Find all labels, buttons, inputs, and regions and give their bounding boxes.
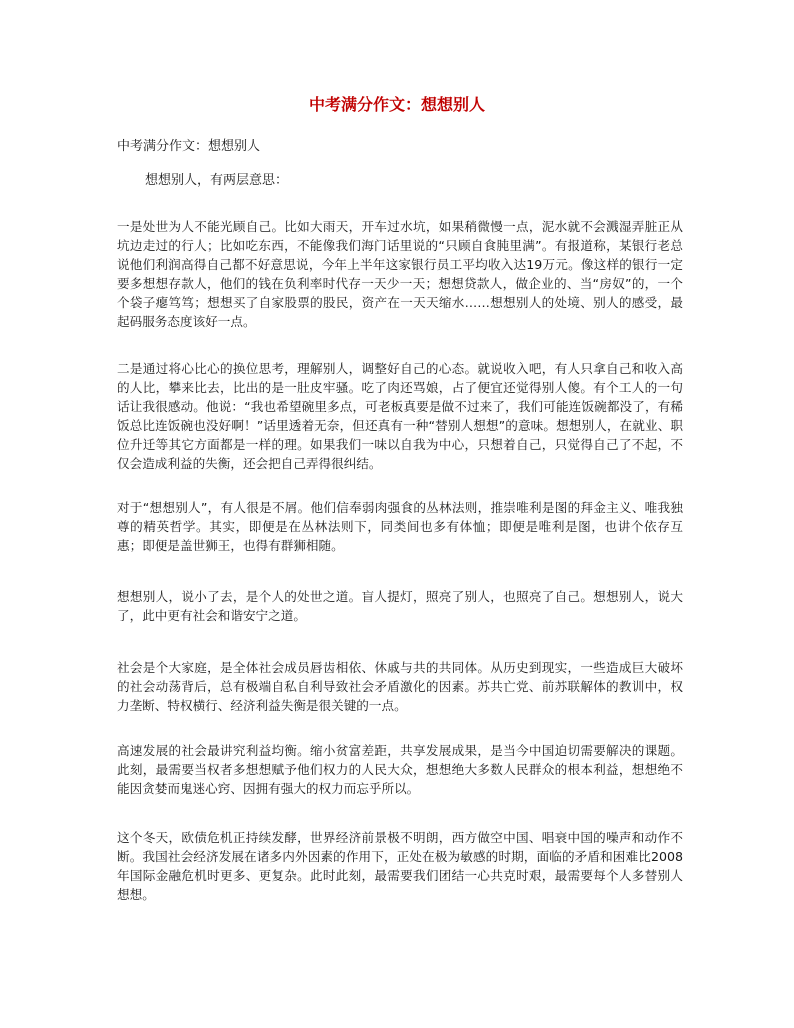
body-paragraph-5: 社会是个大家庭，是全体社会成员唇齿相依、休戚与共的共同体。从历史到现实，一些造成巨大破坏的社会动荡背后，总有极端自私自利导致社会矛盾激化的因素。苏共亡党、前苏联解体的教训中，权力垄断、特权横行、经济利益失衡是很关键的一点。 xyxy=(117,660,683,713)
body-paragraph-1: 一是处世为人不能光顾自己。比如大雨天，开车过水坑，如果稍微慢一点，泥水就不会溅湿弄脏正从坑边走过的行人；比如吃东西，不能像我们海门话里说的“只顾自食肫里满”。有报道称，某银行老总说他们利润高得自己都不好意思说，今年上半年这家银行员工平均收入达19万元。像这样的银行一定要多想想存款人，他们的钱在负利率时代存一天少一天；想想贷款人，做企业的、当“房奴”的，一个个袋子瘪笃笃；想想买了自家股票的股民，资产在一天天缩水……想想别人的处境、别人的感受，最起码服务态度该好一点。 xyxy=(117,219,683,329)
intro-paragraph: 想想别人，有两层意思： xyxy=(145,173,289,188)
page-title: 中考满分作文：想想别人 xyxy=(308,95,485,114)
body-paragraph-7: 这个冬天，欧债危机正持续发酵，世界经济前景极不明朗，西方做空中国、唱衰中国的噪声和动作不断。我国社会经济发展在诸多内外因素的作用下，正处在极为敏感的时期，面临的矛盾和困难比2008年国际金融危机时更多、更复杂。此时此刻，最需要我们团结一心共克时艰，最需要每个人多替别人想想。 xyxy=(117,830,683,902)
body-paragraph-4: 想想别人，说小了去，是个人的处世之道。盲人提灯，照亮了别人，也照亮了自己。想想别人，说大了，此中更有社会和谐安宁之道。 xyxy=(117,589,683,623)
document-subtitle: 中考满分作文：想想别人 xyxy=(117,139,261,154)
body-paragraph-2: 二是通过将心比心的换位思考，理解别人，调整好自己的心态。就说收入吧，有人只拿自己和收入高的人比，攀来比去，比出的是一肚皮牢骚。吃了肉还骂娘，占了便宜还觉得别人傻。有个工人的一句话让我很感动。他说：“我也希望碗里多点，可老板真要是做不过来了，我们可能连饭碗都没了，有稀饭总比连饭碗也没好啊！”话里透着无奈，但还真有一种“替别人想想”的意味。想想别人，在就业、职位升迁等其它方面都是一样的理。如果我们一味以自我为中心，只想着自己，只觉得自己了不起，不仅会造成利益的失衡，还会把自己弄得很纠结。 xyxy=(117,361,683,471)
body-paragraph-3: 对于“想想别人”，有人很是不屑。他们信奉弱肉强食的丛林法则，推崇唯利是图的拜金主义、唯我独尊的精英哲学。其实，即便是在丛林法则下，同类间也多有体恤；即便是唯利是图，也讲个依存互惠；即便是盖世狮王，也得有群狮相随。 xyxy=(117,500,683,553)
body-paragraph-6: 高速发展的社会最讲究利益均衡。缩小贫富差距，共享发展成果，是当今中国迫切需要解决的课题。此刻，最需要当权者多想想赋予他们权力的人民大众，想想绝大多数人民群众的根本利益，想想绝不能因贪婪而鬼迷心窍、因拥有强大的权力而忘乎所以。 xyxy=(117,743,683,796)
